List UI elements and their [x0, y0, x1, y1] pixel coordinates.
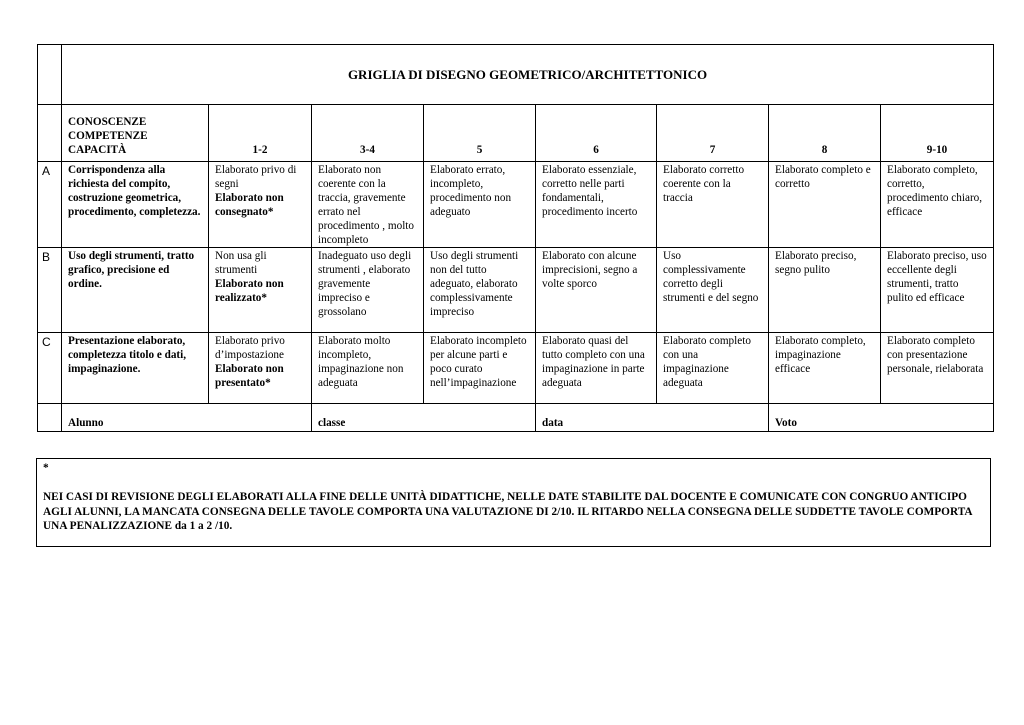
alunno-field: Alunno	[62, 404, 312, 432]
grade-header-8: 8	[769, 105, 881, 162]
row-criterion: Corrispondenza alla richiesta del compito, costruzione geometrica, procedimento, completezza.	[62, 162, 209, 248]
cell-6: Elaborato essenziale, corretto nelle parti fondamentali, procedimento incerto	[536, 162, 657, 248]
corner-cell	[38, 45, 62, 105]
note-box	[36, 458, 991, 547]
footer-corner-cell	[38, 404, 62, 432]
row-letter: C	[38, 333, 62, 404]
cell-7: Elaborato corretto coerente con la traccia	[657, 162, 769, 248]
cell-9-10: Elaborato completo, corretto, procedimento chiaro, efficace	[881, 162, 994, 248]
cell-text: Elaborato privo d’impostazione	[215, 335, 285, 361]
cell-bold-text: Elaborato non consegnato*	[215, 192, 284, 218]
cell-6: Elaborato quasi del tutto completo con una impaginazione in parte adeguata	[536, 333, 657, 404]
voto-field: Voto	[769, 404, 994, 432]
grade-header-9-10: 9-10	[881, 105, 994, 162]
row-letter: B	[38, 248, 62, 333]
footer-row	[38, 404, 994, 432]
grade-header-7: 7	[657, 105, 769, 162]
criteria-conoscenze: CONOSCENZE	[68, 116, 147, 128]
cell-5: Elaborato errato, incompleto, procedimento non adeguato	[424, 162, 536, 248]
cell-text: Elaborato privo di segni	[215, 164, 297, 190]
header-corner-cell	[38, 105, 62, 162]
page-title: GRIGLIA DI DISEGNO GEOMETRICO/ARCHITETTONICO	[62, 45, 994, 105]
row-criterion: Uso degli strumenti, tratto grafico, precisione ed ordine.	[62, 248, 209, 333]
evaluation-grid	[37, 44, 994, 432]
cell-1-2	[209, 162, 312, 248]
cell-8: Elaborato completo, impaginazione efficace	[769, 333, 881, 404]
table-row	[38, 333, 994, 404]
row-criterion: Presentazione elaborato, completezza titolo e dati, impaginazione.	[62, 333, 209, 404]
cell-7: Uso complessivamente corretto degli strumenti e del segno	[657, 248, 769, 333]
classe-field: classe	[312, 404, 536, 432]
cell-9-10: Elaborato preciso, uso eccellente degli strumenti, tratto pulito ed efficace	[881, 248, 994, 333]
cell-1-2	[209, 333, 312, 404]
cell-8: Elaborato completo e corretto	[769, 162, 881, 248]
cell-bold-text: Elaborato non realizzato*	[215, 278, 284, 304]
table-row	[38, 248, 994, 333]
grade-header-3-4: 3-4	[312, 105, 424, 162]
cell-7: Elaborato completo con una impaginazione adeguata	[657, 333, 769, 404]
criteria-competenze: COMPETENZE	[68, 130, 148, 142]
cell-3-4: Elaborato non coerente con la traccia, gravemente errato nel procedimento , molto incompleto	[312, 162, 424, 248]
grade-header-6: 6	[536, 105, 657, 162]
header-row	[38, 105, 994, 162]
cell-8: Elaborato preciso, segno pulito	[769, 248, 881, 333]
cell-6: Elaborato con alcune imprecisioni, segno a volte sporco	[536, 248, 657, 333]
data-field: data	[536, 404, 769, 432]
cell-5: Uso degli strumenti non del tutto adeguato, elaborato complessivamente impreciso	[424, 248, 536, 333]
cell-bold-text: Elaborato non presentato*	[215, 363, 284, 389]
note-text: NEI CASI DI REVISIONE DEGLI ELABORATI ALLA FINE DELLE UNITÀ DIDATTICHE, NELLE DATE STABILITE DAL DOCENTE E COMUNICATE CON CONGRUO ANTICIPO AGLI ALUNNI, LA MANCATA CONSEGNA DELLE TAVOLE COMPORTA UNA VALUTAZIONE DI 2/10. IL RITARDO NELLA CONSEGNA DELLE SUDDETTE TAVOLE COMPORTA UNA PENALIZZAZIONE da 1 a 2 /10.	[43, 491, 972, 532]
grade-header-1-2: 1-2	[209, 105, 312, 162]
cell-3-4: Elaborato molto incompleto, impaginazione non adeguata	[312, 333, 424, 404]
title-row	[38, 45, 994, 105]
criteria-header	[62, 105, 209, 162]
cell-text: Non usa gli strumenti	[215, 250, 267, 276]
table-row	[38, 162, 994, 248]
row-letter: A	[38, 162, 62, 248]
note-asterisk: *	[43, 462, 49, 474]
cell-5: Elaborato incompleto per alcune parti e poco curato nell’impaginazione	[424, 333, 536, 404]
grade-header-5: 5	[424, 105, 536, 162]
cell-9-10: Elaborato completo con presentazione personale, rielaborata	[881, 333, 994, 404]
cell-3-4: Inadeguato uso degli strumenti , elaborato gravemente impreciso e grossolano	[312, 248, 424, 333]
criteria-capacita: CAPACITÀ	[68, 144, 127, 156]
cell-1-2	[209, 248, 312, 333]
